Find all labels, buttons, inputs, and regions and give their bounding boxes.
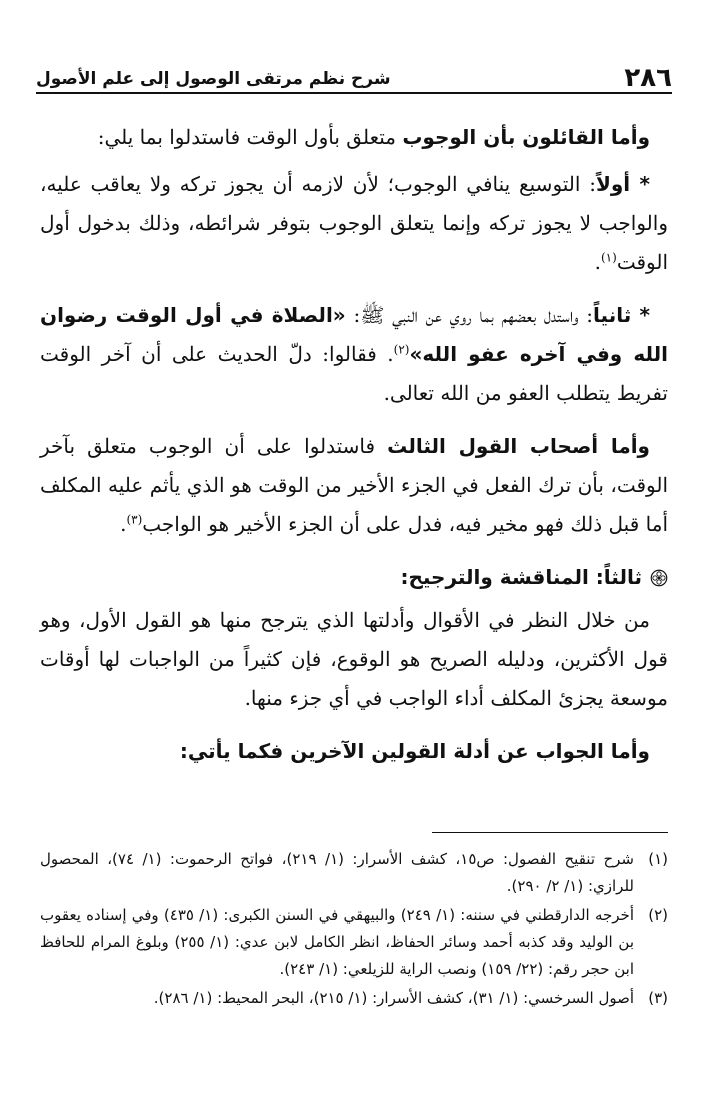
footnote-item (40, 985, 668, 1012)
section-heading (40, 558, 668, 597)
footnote-ref-2: (٢) (393, 342, 410, 357)
running-title: شرح نظم مرتقى الوصول إلى علم الأصول (36, 69, 391, 89)
paragraph-answer-intro (40, 732, 668, 771)
second-argument-text: : واستدل بعضهم بما روي عن النبي ﷺ: (345, 303, 594, 327)
third-view-bold: وأما أصحاب القول الثالث (387, 434, 650, 458)
footnote-text: أخرجه الدارقطني في سننه: (١/ ٢٤٩) والبيهقي في السنن الكبرى: (١/ ٤٣٥) وفي إسناده يعقوب بن الوليد وقد كذبه أحمد وسائر الحفاظ، انظر الكامل لابن عدي: (١/ ٢٥٥) وبلوغ المرام للحافظ ابن حجر رقم: (٢٢/ ١٥٩) ونصب الراية للزيلعي: (١/ ٢٤٣). (40, 906, 634, 978)
discussion-text: من خلال النظر في الأقوال وأدلتها الذي يترجح منها هو القول الأول، وهو قول الأكثرين، ودليله الصريح هو الوقوع، فإن كثيراً من الواجبات لها أوقات موسعة يجزئ المكلف أداء الواجب في أي جزء منها. (40, 608, 668, 710)
paragraph-intro (40, 118, 668, 157)
footnote-ref-1: (١) (600, 250, 617, 265)
first-argument-marker: * أولاً (595, 172, 651, 196)
footnote-text: شرح تنقيح الفصول: ص١٥، كشف الأسرار: (١/ ٢١٩)، فواتح الرحموت: (١/ ٧٤)، المحصول للرازي: (١/ ٢/ ٢٩٠). (40, 850, 634, 895)
hadith-quote: «الصلاة في أول الوقت رضوان الله وفي آخره عفو الله» (40, 303, 668, 366)
section-heading-text: ثالثاً: المناقشة والترجيح: (400, 565, 642, 589)
second-argument-marker: * ثانياً (593, 303, 650, 327)
paragraph-intro-text: متعلق بأول الوقت فاستدلوا بما يلي: (97, 125, 403, 149)
footnote-text: أصول السرخسي: (١/ ٣١)، كشف الأسرار: (١/ ٢١٥)، البحر المحيط: (١/ ٢٨٦). (153, 989, 634, 1007)
flower-ornament-icon (650, 569, 668, 587)
footnote-separator (432, 832, 668, 833)
first-argument-end: . (594, 250, 601, 274)
footnote-number: (٣) (648, 989, 668, 1007)
page-header (36, 58, 672, 94)
footnote-item (40, 902, 668, 983)
second-argument-conclusion: . فقالوا: دلّ الحديث على أن آخر الوقت تفريط يتطلب العفو من الله تعالى. (40, 342, 668, 405)
paragraph-discussion (40, 601, 668, 718)
footnote-number: (١) (648, 850, 668, 868)
footnote-number: (٢) (648, 906, 668, 924)
third-view-end: . (120, 512, 127, 536)
footnote-item (40, 846, 668, 900)
third-view-text: فاستدلوا على أن الوجوب متعلق بآخر الوقت، بأن ترك الفعل في الجزء الأخير من الوقت هو الذي يأثم عليه المكلف أما قبل ذلك فهو مخير فيه، فدل على أن الجزء الأخير هو الواجب (40, 434, 668, 536)
main-text (40, 118, 668, 785)
footnote-ref-3: (٣) (126, 512, 143, 527)
paragraph-intro-bold: وأما القائلون بأن الوجوب (402, 125, 650, 149)
answer-intro-bold: وأما الجواب عن أدلة القولين الآخرين فكما يأتي: (179, 739, 650, 763)
footnotes (40, 846, 668, 1014)
paragraph-first-argument (40, 165, 668, 282)
first-argument-text: : التوسيع ينافي الوجوب؛ لأن لازمه أن يجوز تركه ولا يعاقب عليه، والواجب لا يجوز تركه وإنما يتعلق الوجوب بتوفر شرائطه، وذلك بدخول أول الوقت (40, 172, 668, 274)
paragraph-second-argument (40, 296, 668, 413)
paragraph-third-view (40, 427, 668, 544)
page-number: ٢٨٦ (624, 63, 672, 93)
